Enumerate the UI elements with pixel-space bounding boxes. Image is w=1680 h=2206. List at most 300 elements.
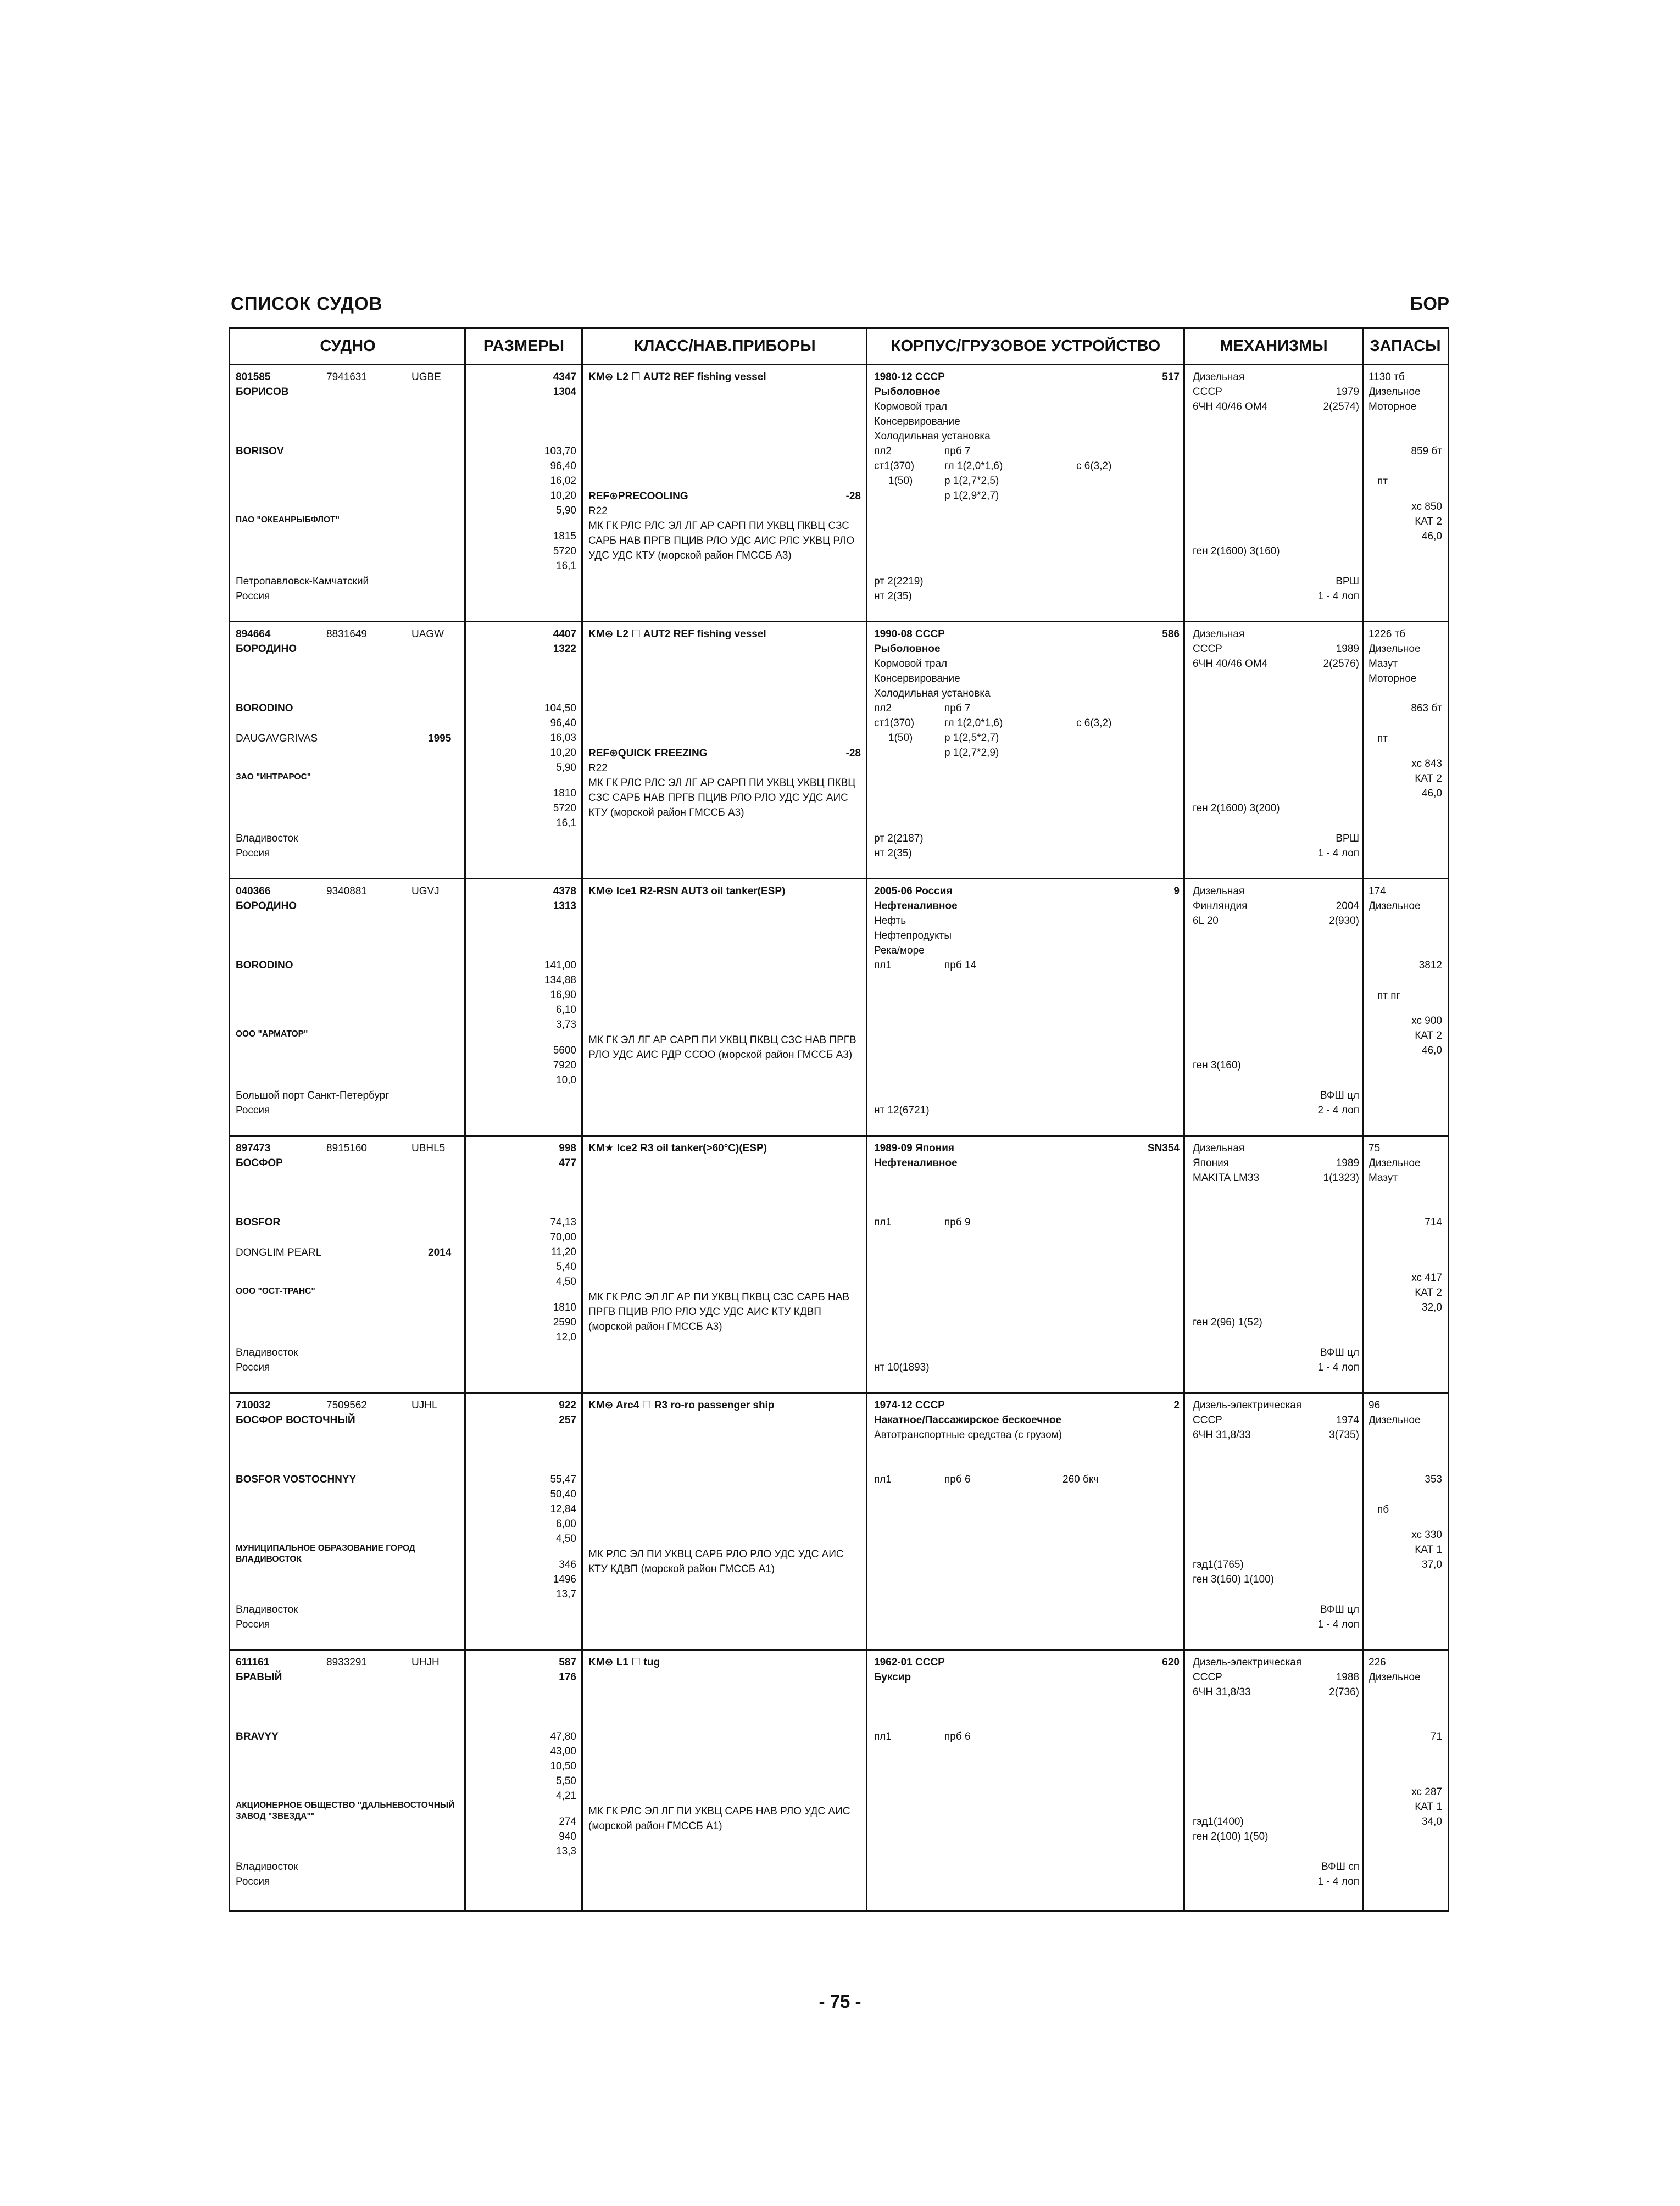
column-divider [1183,1651,1185,1910]
category: КАТ 1 [1415,1801,1442,1813]
bulkheads-count: прб 6 [944,1731,971,1742]
page-number: - 75 - [819,1991,861,2012]
call-sign: UAGW [411,628,444,640]
build-year-country: 1980-12 СССР [874,371,945,383]
machinery-year: 2004 [1336,900,1359,912]
dimension-value: 12,84 [550,1503,576,1515]
endurance: хс 850 [1411,501,1442,512]
home-port: Владивосток [236,1604,298,1615]
dimension-value: 10,50 [550,1761,576,1772]
dimension-value: 4,21 [556,1790,576,1802]
category: КАТ 2 [1415,516,1442,527]
column-divider [581,879,583,1135]
imo-number: 9340881 [326,885,367,897]
class-notation: KM⊛ Arc4 ☐ R3 ro-ro passenger ship [588,1400,775,1411]
machinery-country: СССР [1193,643,1222,655]
ship-name-latin: BOSFOR [236,1217,281,1228]
owner-name: ООО "ОСТ-ТРАНС" [236,1286,315,1296]
propeller-blades: 1 - 4 лоп [1317,591,1359,602]
range-value: 46,0 [1422,1045,1442,1056]
capacity-value: 13,3 [556,1846,576,1857]
owner-name: АКЦИОНЕРНОЕ ОБЩЕСТВО "ДАЛЬНЕВОСТОЧНЫЙ ЗАВОД "ЗВЕЗДА"" [236,1801,455,1821]
ship-name-latin: BOSFOR VOSTOCHNYY [236,1474,357,1485]
ship-name-latin: BRAVYY [236,1731,279,1742]
category: КАТ 1 [1415,1544,1442,1556]
registry-number: 894664 [236,628,271,640]
net-tanks: нт 12(6721) [874,1105,930,1116]
column-divider [464,365,466,621]
endurance: хс 330 [1411,1529,1442,1541]
cargo-note: 260 бкч [1062,1474,1099,1485]
endurance: хс 287 [1411,1786,1442,1798]
header-divider [866,329,867,365]
imo-number: 8933291 [326,1657,367,1668]
dimension-value: 134,88 [544,974,576,986]
column-divider [581,622,583,878]
gross-tonnage: 4407 [553,628,576,640]
ship-name: БОРОДИНО [236,643,297,655]
engine-model: 6ЧН 40/46 ОМ4 [1193,401,1268,413]
fuel-type: Дизельное [1369,643,1421,655]
former-name: DAUGAVGRIVAS [236,733,318,744]
propeller-type: ВФШ цл [1320,1604,1359,1615]
column-header-vessel: СУДНО [320,337,376,355]
generators: ген 2(1600) 3(160) [1193,545,1280,557]
supply-unit: пт [1377,476,1388,487]
dimension-value: 141,00 [544,960,576,971]
cargo-gear: р 1(2,7*2,5) [944,475,999,487]
dimension-value: 4,50 [556,1276,576,1288]
water-capacity: 3812 [1418,960,1442,971]
dimension-value: 5,50 [556,1775,576,1787]
column-divider [1362,622,1364,878]
category: КАТ 2 [1415,1030,1442,1041]
ship-record [230,1651,1448,1910]
machinery-year: 1989 [1336,643,1359,655]
ship-type: Буксир [874,1672,911,1683]
build-year-country: 1990-08 СССР [874,628,945,640]
cargo-gear: ст1(370) [874,717,915,729]
machinery-country: Финляндия [1193,900,1248,912]
dimension-value: 3,73 [556,1019,576,1030]
dimension-value: 4,50 [556,1533,576,1545]
supply-unit: пб [1377,1504,1389,1516]
hull-line: Автотранспортные средства (с грузом) [874,1429,1062,1441]
propeller-blades: 1 - 4 лоп [1317,1876,1359,1887]
navigation-equipment: МК ГК РЛС ЭЛ ЛГ АР ПИ УКВЦ ПКВЦ СЗС САРБ НАВ ПРГВ ПЦИВ РЛО РЛО УДС УДС АИС КТУ КДВП (морской район ГМССБ А3) [588,1291,850,1333]
fuel-type: Дизельное [1369,1157,1421,1169]
class-notation: KM⊛ L1 ☐ tug [588,1657,660,1668]
dimension-value: 96,40 [550,717,576,729]
engine-power: 2(736) [1329,1686,1359,1698]
net-tonnage: 1313 [553,900,576,912]
engine-model: 6ЧН 31,8/33 [1193,1429,1251,1441]
fuel-type: Дизельное [1369,1672,1421,1683]
column-divider [1183,622,1185,878]
build-year-country: 1962-01 СССР [874,1657,945,1668]
range-value: 37,0 [1422,1559,1442,1570]
capacity-value: 1810 [553,788,576,799]
build-year-country: 1989-09 Япония [874,1143,954,1154]
hull-number: SN354 [1147,1143,1180,1154]
class-notation: KM⊛ L2 ☐ AUT2 REF fishing vessel [588,371,766,383]
dimension-value: 104,50 [544,703,576,714]
net-tonnage: 176 [559,1672,576,1683]
dimension-value: 96,40 [550,460,576,472]
propeller-type: ВФШ сп [1321,1861,1359,1873]
dimension-value: 5,90 [556,762,576,773]
propulsion-motor: гэд1(1765) [1193,1559,1244,1570]
flag-country: Россия [236,848,270,859]
hull-line: Консервирование [874,673,960,684]
dimension-value: 10,20 [550,490,576,502]
hull-number: 2 [1173,1400,1180,1411]
gross-tonnage: 922 [559,1400,576,1411]
dimension-value: 50,40 [550,1489,576,1500]
column-divider [866,622,867,878]
header-divider [581,329,583,365]
capacity-value: 1815 [553,531,576,542]
machinery-type: Дизельная [1193,628,1245,640]
gross-tonnage: 998 [559,1143,576,1154]
machinery-year: 1989 [1336,1157,1359,1169]
fuel-type: Дизельное [1369,900,1421,912]
cargo-gear: 1(50) [888,732,913,744]
header-divider [1362,329,1364,365]
ship-table [229,327,1449,1912]
decks-count: пл1 [874,1731,892,1742]
propeller-blades: 1 - 4 лоп [1317,1619,1359,1630]
column-divider [464,1394,466,1649]
water-capacity: 859 бт [1411,445,1442,457]
flag-country: Россия [236,1876,270,1887]
capacity-value: 1810 [553,1302,576,1313]
endurance: хс 843 [1411,758,1442,770]
engine-model: MAKITA LM33 [1193,1172,1260,1184]
net-tanks: нт 10(1893) [874,1362,930,1373]
call-sign: UGVJ [411,885,440,897]
column-divider [581,1137,583,1392]
fuel-type: Дизельное [1369,1414,1421,1426]
column-divider [464,622,466,878]
fuel-type-2: Мазут [1369,1172,1398,1184]
engine-model: 6ЧН 31,8/33 [1193,1686,1251,1698]
ship-type: Нефтеналивное [874,900,958,912]
engine-power: 2(2574) [1323,401,1359,413]
capacity-value: 10,0 [556,1074,576,1086]
generators: ген 3(160) 1(100) [1193,1574,1274,1585]
capacity-value: 1496 [553,1574,576,1585]
column-divider [866,1137,867,1392]
dimension-value: 16,90 [550,989,576,1001]
ship-name: БОСФОР [236,1157,283,1169]
ship-name: БОРОДИНО [236,900,297,912]
propeller-type: ВФШ цл [1320,1347,1359,1358]
former-name: DONGLIM PEARL [236,1247,322,1258]
net-tanks: нт 2(35) [874,848,912,859]
home-port: Петропавловск-Камчатский [236,576,369,587]
engine-model: 6ЧН 40/46 ОМ4 [1193,658,1268,670]
column-divider [1183,1137,1185,1392]
refrigeration-temp: -28 [845,748,861,759]
supply-unit: пт [1377,733,1388,744]
flag-country: Россия [236,1362,270,1373]
water-capacity: 714 [1425,1217,1442,1228]
bulkheads-count: прб 7 [944,445,971,457]
category: КАТ 2 [1415,1287,1442,1299]
registered-tonnage: рт 2(2187) [874,833,924,844]
column-divider [581,1394,583,1649]
column-divider [866,1394,867,1649]
page-title: СПИСОК СУДОВ [231,293,383,314]
water-capacity: 353 [1425,1474,1442,1485]
imo-number: 8915160 [326,1143,367,1154]
fuel-type-2: Мазут [1369,658,1398,670]
owner-name: МУНИЦИПАЛЬНОЕ ОБРАЗОВАНИЕ ГОРОД ВЛАДИВОСТОК [236,1544,415,1564]
bulkheads-count: прб 7 [944,703,971,714]
propeller-type: ВФШ цл [1320,1090,1359,1101]
dimension-value: 43,00 [550,1746,576,1757]
range-value: 46,0 [1422,788,1442,799]
dimension-value: 5,90 [556,505,576,516]
cargo-gear: гл 1(2,0*1,6) [944,717,1003,729]
owner-name: ПАО "ОКЕАНРЫБФЛОТ" [236,515,340,525]
dimension-value: 47,80 [550,1731,576,1742]
machinery-country: СССР [1193,1672,1222,1683]
header-divider [1183,329,1185,365]
flag-country: Россия [236,1105,270,1116]
capacity-value: 5720 [553,545,576,557]
column-divider [1362,1651,1364,1910]
engine-power: 3(735) [1329,1429,1359,1441]
cargo-gear: р 1(2,9*2,7) [944,490,999,502]
decks-count: пл1 [874,1217,892,1228]
cargo-gear: с 6(3,2) [1076,460,1112,472]
hull-line: Консервирование [874,416,960,427]
column-divider [1362,879,1364,1135]
machinery-country: СССР [1193,386,1222,398]
build-year-country: 1974-12 СССР [874,1400,945,1411]
generators: ген 2(100) 1(50) [1193,1831,1269,1842]
fuel-capacity: 226 [1369,1657,1386,1668]
fuel-capacity: 174 [1369,885,1386,897]
capacity-value: 940 [559,1831,576,1842]
propeller-type: ВРШ [1336,576,1359,587]
fuel-type-2: Моторное [1369,401,1417,413]
capacity-value: 5600 [553,1045,576,1056]
engine-model: 6L 20 [1193,915,1219,927]
column-divider [464,1137,466,1392]
capacity-value: 16,1 [556,560,576,572]
category: КАТ 2 [1415,773,1442,784]
water-capacity: 71 [1430,1731,1442,1742]
capacity-value: 12,0 [556,1332,576,1343]
column-divider [581,1651,583,1910]
refrigeration-temp: -28 [845,491,861,502]
ship-type: Рыболовное [874,643,941,655]
home-port: Владивосток [236,833,298,844]
home-port: Владивосток [236,1861,298,1873]
hull-line: Холодильная установка [874,688,991,699]
gross-tonnage: 4378 [553,885,576,897]
former-name-year: 2014 [428,1247,452,1258]
net-tonnage: 257 [559,1414,576,1426]
machinery-country: Япония [1193,1157,1229,1169]
hull-number: 517 [1162,371,1180,383]
refrigerant-gas: R22 [588,505,608,517]
range-value: 32,0 [1422,1302,1442,1313]
bulkheads-count: прб 9 [944,1217,971,1228]
hull-line: Река/море [874,945,925,956]
ship-type: Нефтеналивное [874,1157,958,1169]
column-header-hull: КОРПУС/ГРУЗОВОЕ УСТРОЙСТВО [891,337,1161,355]
supply-unit: пт пг [1377,990,1400,1001]
column-divider [1183,365,1185,621]
hull-line: Кормовой трал [874,658,948,670]
dimension-value: 10,20 [550,747,576,759]
hull-number: 586 [1162,628,1180,640]
capacity-value: 16,1 [556,817,576,829]
hull-number: 620 [1162,1657,1180,1668]
column-divider [464,879,466,1135]
generators: ген 2(1600) 3(200) [1193,803,1280,814]
class-notation: KM⊛ L2 ☐ AUT2 REF fishing vessel [588,628,766,640]
registry-number: 710032 [236,1400,271,1411]
registry-number: 801585 [236,371,271,383]
fuel-type-3: Моторное [1369,673,1417,684]
imo-number: 7509562 [326,1400,367,1411]
dimension-value: 16,03 [550,732,576,744]
ship-record [230,1137,1448,1394]
dimension-value: 70,00 [550,1232,576,1243]
capacity-value: 2590 [553,1317,576,1328]
dimension-value: 5,40 [556,1261,576,1273]
range-value: 46,0 [1422,531,1442,542]
navigation-equipment: МК ГК РЛС РЛС ЭЛ ЛГ АР САРП ПИ УКВЦ УКВЦ ПКВЦ СЗС САРБ НАВ ПРГВ ПЦИВ РЛО РЛО УДС УДС АИС КТУ (морской район ГМССБ А3) [588,777,856,818]
registry-number: 897473 [236,1143,271,1154]
dimension-value: 6,00 [556,1518,576,1530]
class-notation: KM★ Ice2 R3 oil tanker(>60°C)(ESP) [588,1143,767,1154]
column-divider [1362,1394,1364,1649]
machinery-type: Дизель-электрическая [1193,1657,1302,1668]
gross-tonnage: 4347 [553,371,576,383]
decks-count: пл1 [874,1474,892,1485]
build-year-country: 2005-06 Россия [874,885,953,897]
ship-record [230,1394,1448,1651]
owner-name: ООО "АРМАТОР" [236,1029,308,1039]
column-divider [866,1651,867,1910]
dimension-value: 74,13 [550,1217,576,1228]
engine-power: 2(930) [1329,915,1359,927]
owner-name: ЗАО "ИНТРАРОС" [236,772,311,782]
page-section-code: БОР [1410,293,1449,314]
table-header [230,329,1448,365]
cargo-gear: ст1(370) [874,460,915,472]
dimension-value: 6,10 [556,1004,576,1016]
home-port: Владивосток [236,1347,298,1358]
dimension-value: 55,47 [550,1474,576,1485]
cargo-gear: с 6(3,2) [1076,717,1112,729]
column-header-dimensions: РАЗМЕРЫ [483,337,565,355]
engine-power: 2(2576) [1323,658,1359,670]
propeller-blades: 1 - 4 лоп [1317,848,1359,859]
fuel-type: Дизельное [1369,386,1421,398]
ship-record [230,622,1448,879]
hull-line: Нефтепродукты [874,930,952,942]
ship-record [230,365,1448,622]
dimension-value: 103,70 [544,445,576,457]
ship-type: Рыболовное [874,386,941,398]
ship-type: Накатное/Пассажирское бескоечное [874,1414,1062,1426]
water-capacity: 863 бт [1411,703,1442,714]
decks-count: пл1 [874,960,892,971]
fuel-capacity: 96 [1369,1400,1381,1411]
bulkheads-count: прб 6 [944,1474,971,1485]
dimension-value: 16,02 [550,475,576,487]
machinery-type: Дизельная [1193,371,1245,383]
capacity-value: 7920 [553,1060,576,1071]
navigation-equipment: МК ГК РЛС ЭЛ ЛГ ПИ УКВЦ САРБ НАВ РЛО УДС АИС (морской район ГМССБ А1) [588,1806,850,1832]
flag-country: Россия [236,1619,270,1630]
endurance: хс 900 [1411,1015,1442,1027]
capacity-value: 13,7 [556,1589,576,1600]
ship-name-latin: BORISOV [236,445,284,457]
engine-power: 1(1323) [1323,1172,1359,1184]
class-notation: KM⊛ Ice1 R2-RSN AUT3 oil tanker(ESP) [588,885,786,897]
imo-number: 8831649 [326,628,367,640]
ship-name: БРАВЫЙ [236,1672,282,1683]
endurance: хс 417 [1411,1272,1442,1284]
hull-line: Кормовой трал [874,401,948,413]
refrigeration-class: REF⊛QUICK FREEZING [588,748,708,759]
refrigerant-gas: R22 [588,762,608,774]
refrigeration-class: REF⊛PRECOOLING [588,491,688,502]
imo-number: 7941631 [326,371,367,383]
cargo-gear: р 1(2,7*2,9) [944,747,999,759]
call-sign: UGBE [411,371,441,383]
net-tonnage: 477 [559,1157,576,1169]
column-divider [866,879,867,1135]
flag-country: Россия [236,591,270,602]
column-divider [1362,365,1364,621]
decks-count: пл2 [874,445,892,457]
hull-number: 9 [1173,885,1180,897]
capacity-value: 5720 [553,803,576,814]
column-divider [1183,879,1185,1135]
cargo-gear: гл 1(2,0*1,6) [944,460,1003,472]
column-divider [1362,1137,1364,1392]
column-divider [1183,1394,1185,1649]
former-name-year: 1995 [428,733,452,744]
hull-line: Холодильная установка [874,431,991,442]
column-divider [866,365,867,621]
dimension-value: 11,20 [550,1246,576,1258]
machinery-country: СССР [1193,1414,1222,1426]
propulsion-motor: гэд1(1400) [1193,1816,1244,1828]
call-sign: UBHL5 [411,1143,446,1154]
registry-number: 611161 [236,1657,270,1668]
ship-record [230,879,1448,1137]
gross-tonnage: 587 [559,1657,576,1668]
decks-count: пл2 [874,703,892,714]
propeller-blades: 2 - 4 лоп [1317,1105,1359,1116]
net-tanks: нт 2(35) [874,591,912,602]
column-header-machinery: МЕХАНИЗМЫ [1220,337,1328,355]
navigation-equipment: МК РЛС ЭЛ ПИ УКВЦ САРБ РЛО РЛО УДС УДС АИС КТУ КДВП (морской район ГМССБ А1) [588,1548,844,1575]
machinery-year: 1988 [1336,1672,1359,1683]
registry-number: 040366 [236,885,271,897]
registered-tonnage: рт 2(2219) [874,576,924,587]
